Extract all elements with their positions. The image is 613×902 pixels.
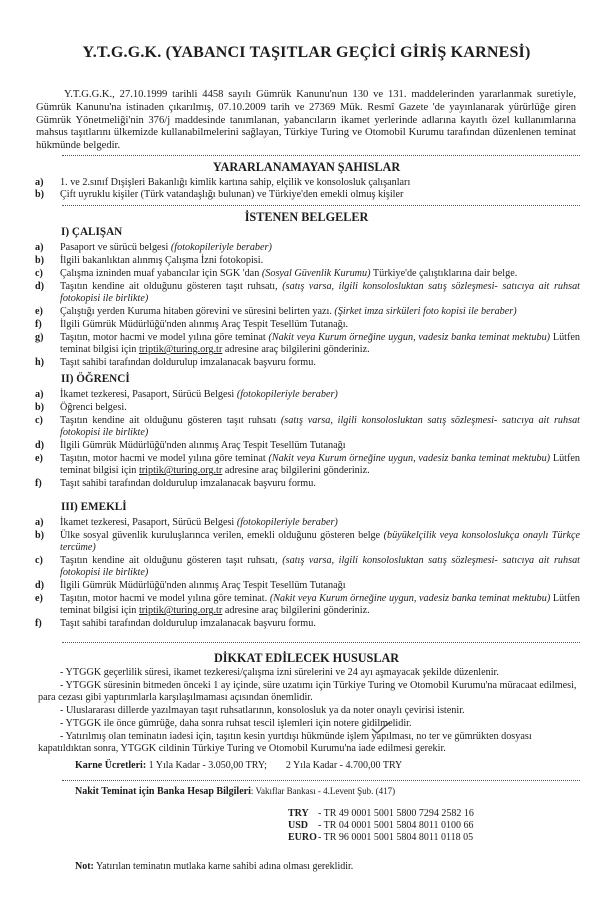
- list-item: [35, 242, 580, 254]
- item-label: b): [35, 402, 45, 413]
- item-text: [60, 593, 580, 617]
- item-text: [60, 357, 580, 369]
- item-note: (Nakit veya Kurum örneğine uygun, vadesiz banka teminat mektubu): [268, 332, 551, 343]
- item-text: [60, 268, 580, 280]
- list-item: [35, 618, 580, 630]
- note-item: - YTGGK geçerlilik süresi, ikamet tezkeresi/çalışma izni sürelerini ve 24 ayı aşmayacak şekilde düzenlenir.: [60, 667, 499, 678]
- item-tail: adresine araç bilgilerini gönderiniz.: [222, 344, 370, 356]
- item-label: e): [35, 593, 43, 604]
- list-item: [35, 332, 580, 356]
- bank-account-row: [288, 820, 474, 832]
- item-text: [60, 402, 580, 414]
- list-item: [35, 357, 580, 369]
- footnote: [75, 861, 353, 872]
- item-label: a): [35, 177, 44, 188]
- item-label: h): [35, 357, 45, 368]
- item-main: Çalışma izninden muaf yabancılar için SGK 'dan: [60, 268, 262, 279]
- item-main: Çalıştığı yerden Kuruma hitaben görevini ve süresini belirten yazı.: [60, 306, 335, 317]
- item-label: a): [35, 517, 44, 528]
- list-item: [35, 517, 580, 529]
- item-note: (Şirket imza sirküleri foto kopisi ile beraber): [334, 306, 517, 317]
- item-main: Ülke sosyal güvenlik kuruluşlarınca verilen, emekli olduğunu gösteren belge: [60, 530, 384, 541]
- item-main: Taşıtın, motor hacmi ve model yılına göre teminat.: [60, 593, 270, 604]
- bank-account-row: [288, 808, 474, 820]
- item-main: İlgili Gümrük Müdürlüğü'nden alınmış Araç Tespit Tesellüm Tutanağı.: [60, 319, 349, 330]
- note-item: - Yatırılmış olan teminatın iadesi için, taşıtın kesin yurtdışı hükmünde işlem yapılması, no ter ve gümrükten dosyası kapatıldıktan sonra, YTGGK cildinin Türkiye Turing ve Otomobil Kurumu'na iade edilmesi gerekir.: [38, 731, 532, 755]
- item-main: 1. ve 2.sınıf Dışişleri Bakanlığı kimlik kartına sahip, elçilik ve konsolosluk çalışanları: [60, 177, 411, 188]
- item-tail: adresine araç bilgilerini gönderiniz.: [222, 605, 370, 617]
- bank-info: [75, 786, 395, 797]
- item-text: [60, 189, 580, 201]
- fee-two-year: 2 Yıla Kadar - 4.700,00 TRY: [285, 760, 403, 771]
- bank-value: : Vakıflar Bankası - 4.Levent Şub. (417): [250, 786, 396, 796]
- item-label: d): [35, 440, 45, 451]
- list-item: [35, 319, 580, 331]
- list-item: [35, 306, 580, 318]
- item-label: a): [35, 389, 44, 400]
- email-link[interactable]: triptik@turing.org.tr: [138, 344, 223, 356]
- item-label: e): [35, 306, 43, 317]
- divider: [62, 642, 580, 643]
- item-label: d): [35, 281, 45, 292]
- item-tail: Lütfen teminat bilgisi için: [60, 332, 581, 356]
- item-main: İlgili Gümrük Müdürlüğü'nden alınmış Araç Tespit Tesellüm Tutanağı: [60, 440, 346, 451]
- checkmark-icon: [370, 720, 392, 734]
- bank-account-row: [288, 832, 473, 844]
- item-text: [60, 478, 580, 490]
- item-note: (fotokopileriyle beraber): [236, 389, 338, 400]
- document-title: Y.T.G.G.K. (YABANCI TAŞITLAR GEÇİCİ GİRİŞ KARNESİ): [82, 44, 531, 61]
- item-text: [60, 440, 580, 452]
- item-note: (satış varsa, ilgili konsolosluktan satış sözleşmesi- satıcıya ait ruhsat fotokopisi ile birlikte): [60, 281, 580, 305]
- item-main: Taşıt sahibi tarafından doldurulup imzalanacak başvuru formu.: [60, 357, 316, 368]
- iban: - TR 04 0001 5001 5804 8011 0100 66: [318, 820, 474, 831]
- item-note: (satış varsa, ilgili konsolosluktan satış sözleşmesi- satıcıya ait ruhsat fotokopisi ile birlikte): [60, 555, 580, 579]
- list-item: [35, 440, 580, 452]
- item-label: c): [35, 268, 43, 279]
- item-main: Taşıt sahibi tarafından doldurulup imzalanacak başvuru formu.: [60, 478, 316, 489]
- footnote-text: Yatırılan teminatın mutlaka karne sahibi adına olması gereklidir.: [93, 861, 354, 872]
- divider: [62, 205, 580, 206]
- list-item: [35, 555, 580, 579]
- excluded-heading: YARARLANAMAYAN ŞAHISLAR: [212, 160, 401, 174]
- item-label: f): [35, 478, 42, 489]
- item-text: [60, 306, 580, 318]
- item-tail: Lütfen teminat bilgisi için: [60, 593, 580, 617]
- list-item: [35, 389, 580, 401]
- item-label: c): [35, 415, 43, 426]
- item-note: (Nakit veya Kurum örneğine uygun, vadesiz banka teminat mektubu): [268, 453, 551, 464]
- item-text: [60, 453, 580, 477]
- item-tail: Lütfen teminat bilgisi için: [60, 453, 581, 477]
- email-link[interactable]: triptik@turing.org.tr: [138, 605, 223, 617]
- item-main: Taşıtın kendine ait olduğunu gösteren taşıt ruhsatı,: [60, 555, 283, 566]
- item-note: (fotokopileriyle beraber): [170, 242, 272, 253]
- item-label: f): [35, 319, 42, 330]
- item-text: [60, 281, 580, 305]
- list-item: [35, 530, 580, 554]
- item-note: (Nakit veya Kurum örneğine uygun, vadesiz banka teminat mektubu): [269, 593, 551, 604]
- intro-paragraph: Y.T.G.G.K., 27.10.1999 tarihli 4458 sayılı Gümrük Kanunu'nun 130 ve 131. maddelerinden yararlanmak suretiyle, Gümrük Kanunu'na istinaden çıkarılmış, 07.10.2009 tarih ve 27369 Mük. Resmî Gazete 'de yayınlanarak yürürlüğe giren Gümrük Yönetmeliği'nin 376/j maddesinde tanımlanan, yabancıların ikamet yerlerinde adlarına kayıtlı özel kullanımlarına mahsus taşıtlarını ülkemizde kullanabilmelerini sağlayan, Türkiye Turing ve Otomobil Kurumu tarafından düzenlenen teminat hükmünde belgedir.: [36, 89, 576, 152]
- item-text: [60, 389, 580, 401]
- item-tail: Türkiye'de çalıştıklarına dair belge.: [370, 268, 518, 279]
- list-item: [35, 580, 580, 592]
- footnote-label: Not:: [75, 861, 94, 872]
- list-item: [35, 281, 580, 305]
- item-main: Taşıtın kendine ait olduğunu gösteren taşıt ruhsatı,: [60, 281, 283, 292]
- item-main: Çift uyruklu kişiler (Türk vatandaşlığı bulunan) ve Türkiye'den emekli olmuş kişiler: [60, 189, 404, 200]
- item-main: İlgili bakanlıktan alınmış Çalışma İzni fotokopisi.: [60, 255, 264, 266]
- item-label: b): [35, 530, 45, 541]
- item-label: b): [35, 255, 45, 266]
- list-item: [35, 453, 580, 477]
- fees-line: [75, 760, 402, 771]
- note-item: - Uluslararası dillerde yazılmayan taşıt ruhsatlarının, konsolosluk ya da noter onaylı çevirisi istenir.: [60, 705, 465, 716]
- item-label: f): [35, 618, 42, 629]
- item-note: (satış varsa, ilgili konsolosluktan satış sözleşmesi- satıcıya ait ruhsat fotokopisi ile birlikte): [60, 415, 580, 439]
- iban: - TR 96 0001 5001 5804 8011 0118 05: [318, 832, 474, 843]
- item-text: [60, 580, 580, 592]
- fee-one-year: 1 Yıla Kadar - 3.050,00 TRY;: [148, 760, 267, 771]
- iban: - TR 49 0001 5001 5800 7294 2582 16: [318, 808, 474, 819]
- currency: USD: [288, 820, 309, 831]
- item-label: d): [35, 580, 45, 591]
- currency: TRY: [288, 808, 309, 819]
- email-link[interactable]: triptik@turing.org.tr: [138, 465, 223, 477]
- list-item: [35, 268, 580, 280]
- item-main: Taşıt sahibi tarafından doldurulup imzalanacak başvuru formu.: [60, 618, 316, 629]
- list-item: [35, 593, 580, 617]
- list-item: [35, 255, 580, 267]
- required-heading: İSTENEN BELGELER: [244, 210, 369, 224]
- fees-label: Karne Ücretleri:: [75, 760, 147, 771]
- item-text: [60, 319, 580, 331]
- currency: EURO: [288, 832, 317, 843]
- item-note: (fotokopileriyle beraber): [236, 517, 338, 528]
- item-main: Taşıtın kendine ait olduğunu gösteren taşıt ruhsatı: [60, 415, 281, 426]
- item-main: İkamet tezkeresi, Pasaport, Sürücü Belgesi: [60, 389, 237, 400]
- item-tail: adresine araç bilgilerini gönderiniz.: [222, 465, 370, 477]
- item-text: [60, 332, 580, 356]
- list-item: [35, 415, 580, 439]
- retired-heading: III) EMEKLİ: [61, 501, 127, 513]
- item-text: [60, 255, 580, 267]
- item-label: g): [35, 332, 44, 343]
- item-label: e): [35, 453, 43, 464]
- divider: [62, 780, 580, 781]
- divider: [62, 155, 580, 156]
- list-item: [35, 478, 580, 490]
- item-text: [60, 555, 580, 579]
- item-text: [60, 530, 580, 554]
- item-main: İlgili Gümrük Müdürlüğü'nden alınmış Araç Tespit Tesellüm Tutanağı: [60, 580, 346, 591]
- item-main: Pasaport ve sürücü belgesi: [60, 242, 171, 253]
- student-heading: II) ÖĞRENCİ: [61, 373, 130, 385]
- item-text: [60, 242, 580, 254]
- item-text: [60, 517, 580, 529]
- item-text: [60, 415, 580, 439]
- item-main: İkamet tezkeresi, Pasaport, Sürücü Belgesi: [60, 517, 237, 528]
- list-item: [35, 177, 580, 189]
- notes-heading: DİKKAT EDİLECEK HUSUSLAR: [213, 651, 400, 665]
- item-label: c): [35, 555, 43, 566]
- item-main: Taşıtın, motor hacmi ve model yılına göre teminat: [60, 453, 269, 464]
- item-text: [60, 618, 580, 630]
- list-item: [35, 402, 580, 414]
- item-label: a): [35, 242, 44, 253]
- item-main: Öğrenci belgesi.: [60, 402, 127, 413]
- item-label: b): [35, 189, 45, 200]
- item-main: Taşıtın, motor hacmi ve model yılına göre teminat: [60, 332, 269, 343]
- note-item: - YTGGK ile önce gümrüğe, daha sonra ruhsat tescil işlemleri için notere gidilmelidir.: [60, 718, 412, 729]
- note-item: - YTGGK süresinin bitmeden önceki 1 ay içinde, süre uzatımı için Türkiye Turing ve Otomobil Kurumu'na müracaat edilmesi, para cezası gibi yaptırımlarla karşılaşılmaması açısından önemlidir.: [38, 680, 577, 704]
- employee-heading: I) ÇALIŞAN: [61, 226, 123, 238]
- bank-label: Nakit Teminat için Banka Hesap Bilgileri: [75, 786, 251, 797]
- item-text: [60, 177, 580, 189]
- item-note: (büyükelçilik veya konsoloslukça onaylı Türkçe tercüme): [60, 530, 581, 554]
- list-item: [35, 189, 580, 201]
- item-note: (Sosyal Güvenlik Kurumu): [261, 268, 371, 279]
